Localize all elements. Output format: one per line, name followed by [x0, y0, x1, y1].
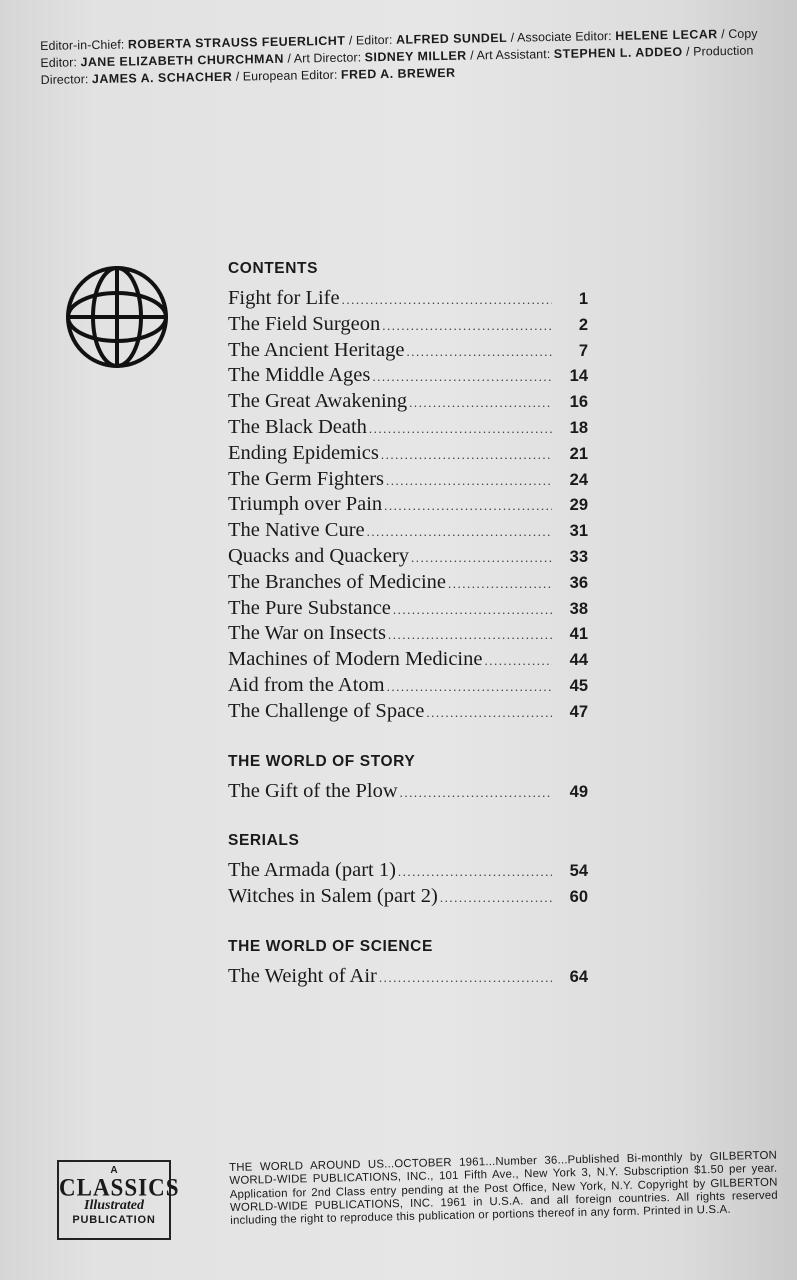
toc-entry-page: 44	[569, 651, 588, 670]
dot-leader	[400, 780, 552, 806]
dot-leader	[426, 700, 552, 726]
toc-entry-title: The Great Awakening	[228, 390, 408, 413]
credit-label: / European Editor:	[235, 67, 338, 84]
toc-entry	[228, 570, 588, 596]
toc-entry-page: 18	[569, 418, 588, 437]
toc-entry-title: The Ancient Heritage	[228, 338, 405, 361]
credit-label: / Art Assistant:	[470, 47, 551, 63]
logo-illustrated: Illustrated	[84, 1198, 144, 1213]
logo-a: A	[110, 1165, 118, 1176]
toc-entry	[228, 389, 588, 415]
credit-name: SIDNEY MILLER	[364, 48, 467, 65]
dot-leader	[367, 519, 552, 545]
credit-label: / Production Director:	[40, 43, 754, 87]
serials-list	[228, 858, 588, 910]
credit-name: ALFRED SUNDEL	[395, 30, 508, 47]
dot-leader	[440, 885, 552, 911]
toc-entry-title: The War on Insects	[228, 622, 386, 645]
credit-label: / Copy Editor:	[40, 26, 758, 70]
toc-entry-title: Triumph over Pain	[228, 493, 383, 516]
globe-icon	[64, 264, 170, 370]
toc-entry-page: 41	[569, 625, 588, 644]
toc-entry-page: 64	[569, 967, 588, 986]
contents-heading: CONTENTS	[228, 260, 319, 277]
dot-leader	[382, 313, 552, 339]
toc-entry-page: 38	[569, 599, 588, 618]
toc-entry-page: 7	[578, 341, 588, 360]
toc-entry-page: 14	[569, 367, 588, 386]
credit-name: FRED A. BREWER	[340, 65, 456, 82]
science-list	[228, 964, 588, 990]
toc-entry-title: Machines of Modern Medicine	[228, 648, 483, 671]
toc-entry-title: The Weight of Air	[228, 964, 377, 987]
logo-publication: PUBLICATION	[72, 1214, 156, 1226]
credit-label: / Associate Editor:	[510, 29, 612, 45]
dot-leader	[384, 493, 552, 519]
dot-leader	[342, 287, 552, 313]
toc-entry	[228, 596, 588, 622]
toc-entry	[228, 415, 588, 441]
story-heading: THE WORLD OF STORY	[228, 752, 416, 770]
dot-leader	[406, 339, 552, 365]
contents-list	[228, 286, 588, 725]
toc-entry-title: Aid from the Atom	[228, 673, 385, 696]
toc-entry	[228, 647, 588, 673]
logo-classics: CLASSICS	[59, 1173, 180, 1202]
dot-leader	[448, 571, 552, 597]
toc-entry-title: Quacks and Quackery	[228, 544, 410, 567]
credit-name: ROBERTA STRAUSS FEUERLICHT	[127, 33, 346, 52]
dot-leader	[372, 364, 552, 390]
toc-entry-page: 29	[569, 496, 588, 515]
toc-entry-title: The Native Cure	[228, 519, 365, 542]
toc-entry-page: 16	[569, 393, 588, 412]
toc-entry-page: 54	[569, 862, 588, 881]
dot-leader	[388, 622, 552, 648]
credit-name: JAMES A. SCHACHER	[91, 69, 233, 87]
toc-entry	[228, 699, 588, 725]
toc-entry-title: The Armada (part 1)	[228, 859, 396, 882]
credit-name: JANE ELIZABETH CHURCHMAN	[80, 51, 284, 70]
toc-entry	[228, 441, 588, 467]
toc-entry-page: 36	[569, 573, 588, 592]
toc-entry	[228, 884, 588, 910]
toc-entry-page: 47	[569, 702, 588, 721]
toc-entry	[228, 338, 588, 364]
science-heading: THE WORLD OF SCIENCE	[228, 937, 433, 955]
dot-leader	[484, 648, 552, 674]
toc-entry-page: 2	[578, 315, 588, 334]
table-of-contents	[228, 258, 588, 990]
toc-entry	[228, 964, 588, 990]
toc-entry-title: The Pure Substance	[228, 596, 391, 619]
publication-imprint: THE WORLD AROUND US...OCTOBER 1961...Number 36...Published Bi-monthly by GILBERTON WORLD-WIDE PUBLICATIONS, INC., 101 Fifth Ave., New York 3, N.Y. Subscription $1.50 per year. Application for 2nd Class entry pending at the Post Office, New York, N.Y. Copyright by GILBERTON WORLD-WIDE PUBLICATIONS, INC. 1961 in U.S.A. and all foreign countries. All rights reserved including the right to reproduce this publication or portions thereof in any form. Printed in U.S.A.	[229, 1149, 779, 1228]
toc-entry-title: The Field Surgeon	[228, 312, 381, 335]
toc-entry	[228, 779, 588, 805]
classics-illustrated-logo	[57, 1160, 180, 1240]
toc-entry-title: The Middle Ages	[228, 364, 371, 387]
masthead-credits	[40, 25, 776, 89]
dot-leader	[387, 674, 552, 700]
toc-entry-page: 21	[569, 444, 588, 463]
toc-entry	[228, 363, 588, 389]
dot-leader	[393, 597, 552, 623]
toc-entry	[228, 286, 588, 312]
toc-entry-title: The Gift of the Plow	[228, 779, 398, 802]
toc-entry-page: 24	[569, 470, 588, 489]
toc-entry-title: The Germ Fighters	[228, 467, 384, 490]
toc-entry	[228, 858, 588, 884]
toc-entry	[228, 312, 588, 338]
toc-entry-page: 1	[578, 290, 588, 308]
credit-label: Editor-in-Chief:	[40, 37, 125, 53]
dot-leader	[379, 965, 552, 991]
toc-entry-title: The Branches of Medicine	[228, 570, 447, 593]
toc-entry-page: 33	[569, 547, 588, 566]
toc-entry-page: 45	[569, 676, 588, 695]
dot-leader	[411, 545, 552, 571]
toc-entry	[228, 492, 588, 518]
toc-entry-title: The Challenge of Space	[228, 699, 425, 722]
dot-leader	[398, 859, 552, 885]
dot-leader	[409, 390, 552, 416]
credit-name: STEPHEN L. ADDEO	[553, 44, 683, 62]
story-list	[228, 779, 588, 805]
serials-heading: SERIALS	[228, 832, 300, 850]
toc-entry-page: 31	[569, 522, 588, 541]
toc-entry-title: Ending Epidemics	[228, 441, 379, 464]
credit-label: / Art Director:	[287, 50, 362, 66]
toc-entry-page: 49	[569, 782, 588, 801]
dot-leader	[386, 468, 552, 494]
credit-label: / Editor:	[348, 32, 393, 48]
toc-entry	[228, 544, 588, 570]
toc-entry-title: The Black Death	[228, 415, 367, 438]
toc-entry	[228, 621, 588, 647]
credit-name: HELENE LECAR	[615, 27, 718, 43]
toc-entry-title: Witches in Salem (part 2)	[228, 885, 438, 908]
toc-entry	[228, 673, 588, 699]
toc-entry-page: 60	[569, 888, 588, 907]
toc-entry	[228, 518, 588, 544]
dot-leader	[369, 416, 552, 442]
dot-leader	[381, 442, 552, 468]
toc-entry	[228, 467, 588, 493]
toc-entry-title: Fight for Life	[228, 287, 340, 309]
